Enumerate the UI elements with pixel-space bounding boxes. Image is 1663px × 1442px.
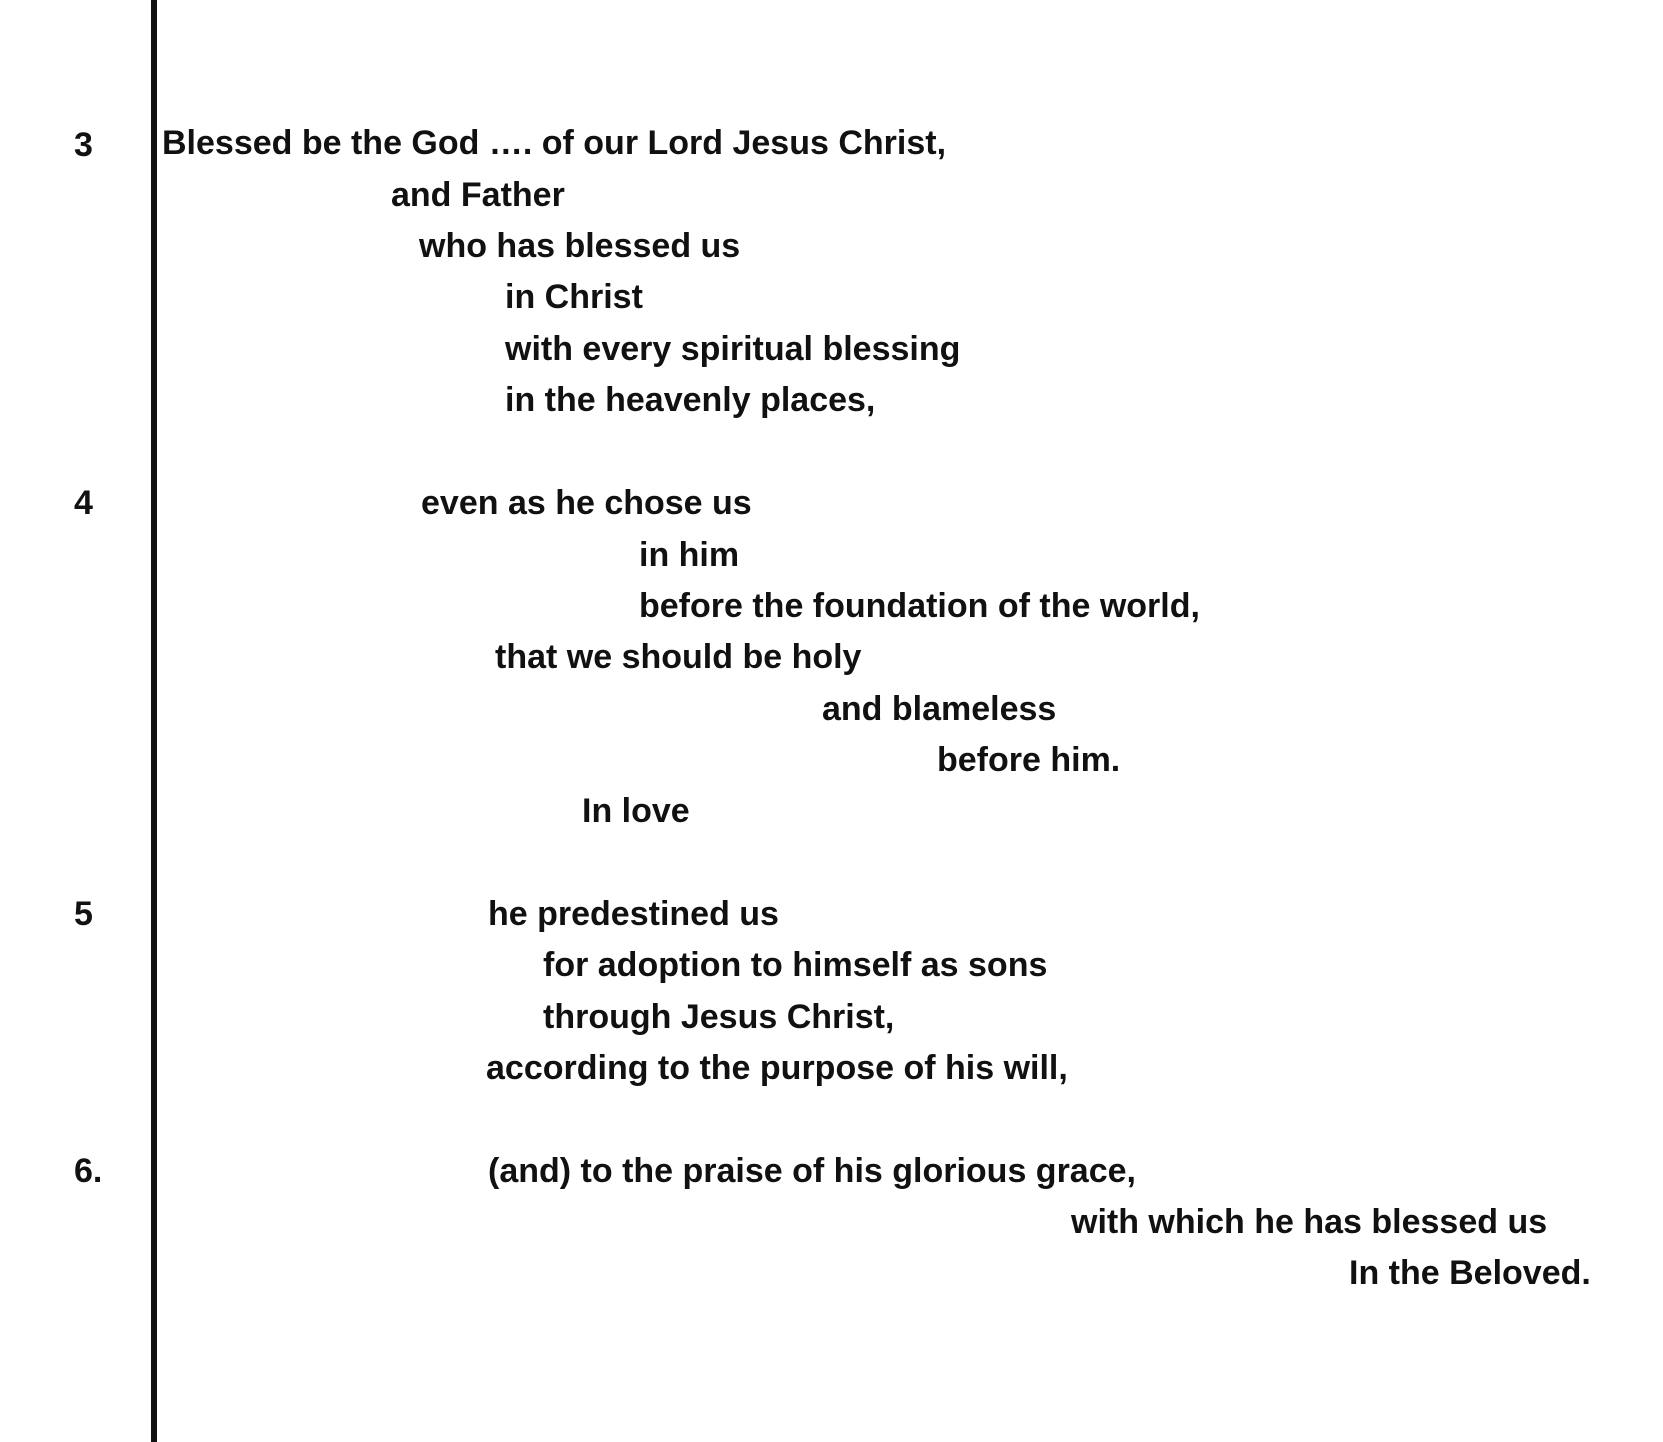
phrase-line: before him. (937, 741, 1121, 779)
verse-number-5: 5 (74, 895, 93, 933)
vertical-margin-rule (151, 0, 157, 1442)
phrase-line: before the foundation of the world, (639, 587, 1200, 625)
verse-number-3: 3 (74, 126, 93, 164)
phrase-line: (and) to the praise of his glorious grace, (488, 1152, 1136, 1190)
phrase-line: with every spiritual blessing (505, 330, 961, 368)
phrase-line: in the heavenly places, (505, 381, 876, 419)
phrase-line: and Father (391, 176, 565, 214)
phrase-line: who has blessed us (419, 227, 741, 265)
verse-number-4: 4 (74, 484, 93, 522)
phrase-line: that we should be holy (495, 638, 862, 676)
phrase-line: Blessed be the God …. of our Lord Jesus Christ, (162, 124, 947, 162)
phrase-line: for adoption to himself as sons (543, 946, 1048, 984)
phrase-line: in him (639, 536, 740, 574)
phrase-line: he predestined us (488, 895, 779, 933)
phrase-line: In the Beloved. (1349, 1254, 1591, 1292)
phrase-line: and blameless (822, 690, 1057, 728)
phrase-line: even as he chose us (421, 484, 752, 522)
phrase-line: through Jesus Christ, (543, 998, 895, 1036)
phrase-line: in Christ (505, 278, 643, 316)
verse-number-6: 6. (74, 1152, 103, 1190)
phrase-line: according to the purpose of his will, (486, 1049, 1068, 1087)
phrase-line: with which he has blessed us (1071, 1203, 1548, 1241)
phrase-line: In love (582, 792, 690, 830)
